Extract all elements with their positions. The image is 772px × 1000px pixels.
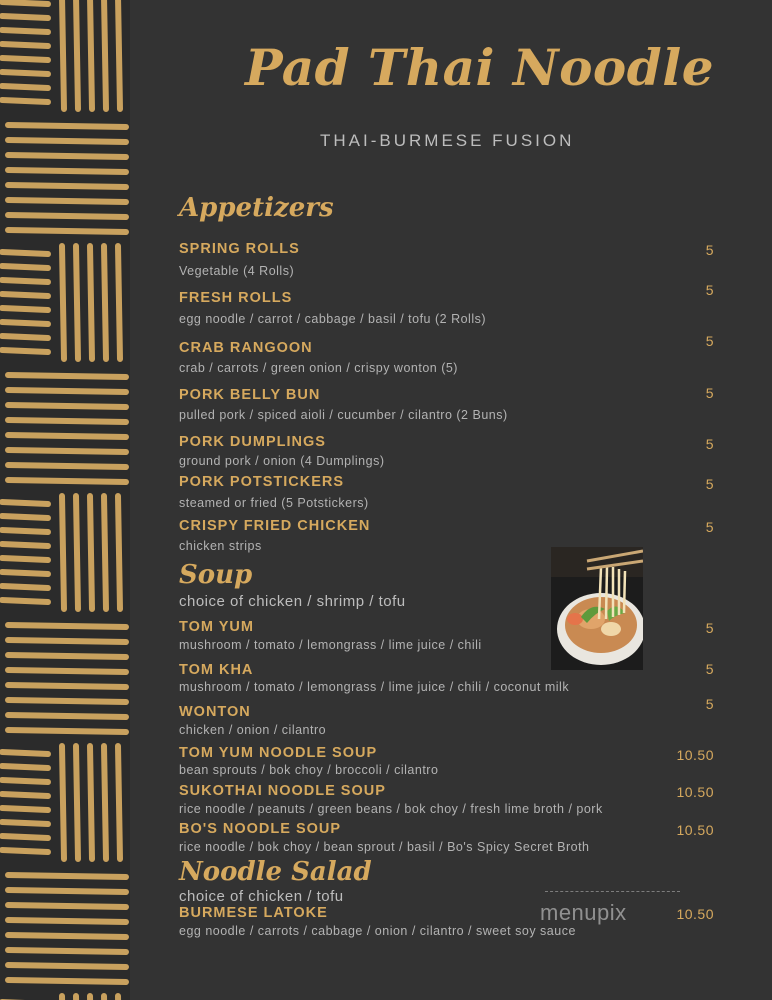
menu-item-name: CRAB RANGOON: [179, 340, 313, 356]
menu-item-price: 10.50: [676, 822, 714, 838]
restaurant-title: Pad Thai Noodle: [245, 38, 715, 97]
menu-item-desc: egg noodle / carrot / cabbage / basil / tofu (2 Rolls): [179, 312, 487, 326]
menu-item-name: TOM KHA: [179, 662, 254, 678]
menu-item-name: SUKOTHAI NOODLE SOUP: [179, 783, 386, 799]
menu-item-price: 10.50: [676, 784, 714, 800]
menu-item-desc: egg noodle / carrots / cabbage / onion / cilantro / sweet soy sauce: [179, 924, 576, 938]
menu-item-name: PORK BELLY BUN: [179, 387, 321, 403]
menu-item-price: 5: [705, 620, 714, 636]
menu-item-price: 5: [705, 385, 714, 401]
menu-item-price: 5: [705, 696, 714, 712]
menu-item-name: TOM YUM: [179, 619, 254, 635]
menu-item-desc: rice noodle / peanuts / green beans / bok choy / fresh lime broth / pork: [179, 802, 603, 816]
menu-item-price: 10.50: [676, 906, 714, 922]
menu-item-price: 5: [705, 436, 714, 452]
menu-item-price: 5: [705, 242, 714, 258]
menu-item-name: SPRING ROLLS: [179, 241, 300, 257]
menu-item-desc: Vegetable (4 Rolls): [179, 264, 295, 278]
menu-item-price: 5: [705, 333, 714, 349]
menu-item-price: 10.50: [676, 747, 714, 763]
noodle-soup-photo: [551, 547, 643, 670]
section-title-appetizers: Appetizers: [179, 193, 334, 223]
menu-item-desc: mushroom / tomato / lemongrass / lime juice / chili: [179, 638, 482, 652]
menu-item-price: 5: [705, 519, 714, 535]
restaurant-subtitle: THAI-BURMESE FUSION: [320, 131, 575, 150]
menu-item-desc: steamed or fried (5 Potstickers): [179, 496, 369, 510]
menu-item-desc: mushroom / tomato / lemongrass / lime juice / chili / coconut milk: [179, 680, 570, 694]
menu-item-name: WONTON: [179, 704, 251, 720]
section-title-soup: Soup: [179, 560, 253, 590]
menu-item-name: CRISPY FRIED CHICKEN: [179, 518, 371, 534]
menu-item-name: BO'S NOODLE SOUP: [179, 821, 342, 837]
menu-item-name: BURMESE LATOKE: [179, 905, 328, 921]
menu-item-desc: chicken / onion / cilantro: [179, 723, 327, 737]
menu-item-desc: crab / carrots / green onion / crispy wonton (5): [179, 361, 458, 375]
menu-item-price: 5: [705, 661, 714, 677]
menu-item-price: 5: [705, 476, 714, 492]
menu-item-name: FRESH ROLLS: [179, 290, 293, 306]
watermark-divider: [545, 891, 680, 892]
menu-item-desc: rice noodle / bok choy / bean sprout / basil / Bo's Spicy Secret Broth: [179, 840, 590, 854]
section-title-noodle-salad: Noodle Salad: [179, 857, 372, 887]
section-note-noodle-salad: choice of chicken / tofu: [179, 888, 344, 905]
menu-item-desc: pulled pork / spiced aioli / cucumber / cilantro (2 Buns): [179, 408, 508, 422]
menu-item-desc: ground pork / onion (4 Dumplings): [179, 454, 385, 468]
menu-item-desc: chicken strips: [179, 539, 262, 553]
menu-item-name: TOM YUM NOODLE SOUP: [179, 745, 378, 761]
menu-item-name: PORK DUMPLINGS: [179, 434, 326, 450]
menu-item-desc: bean sprouts / bok choy / broccoli / cilantro: [179, 763, 439, 777]
menupix-watermark: menupix: [540, 900, 627, 925]
menu-item-name: PORK POTSTICKERS: [179, 474, 345, 490]
decorative-pattern: [0, 0, 130, 1000]
section-note-soup: choice of chicken / shrimp / tofu: [179, 593, 406, 610]
menu-item-price: 5: [705, 282, 714, 298]
